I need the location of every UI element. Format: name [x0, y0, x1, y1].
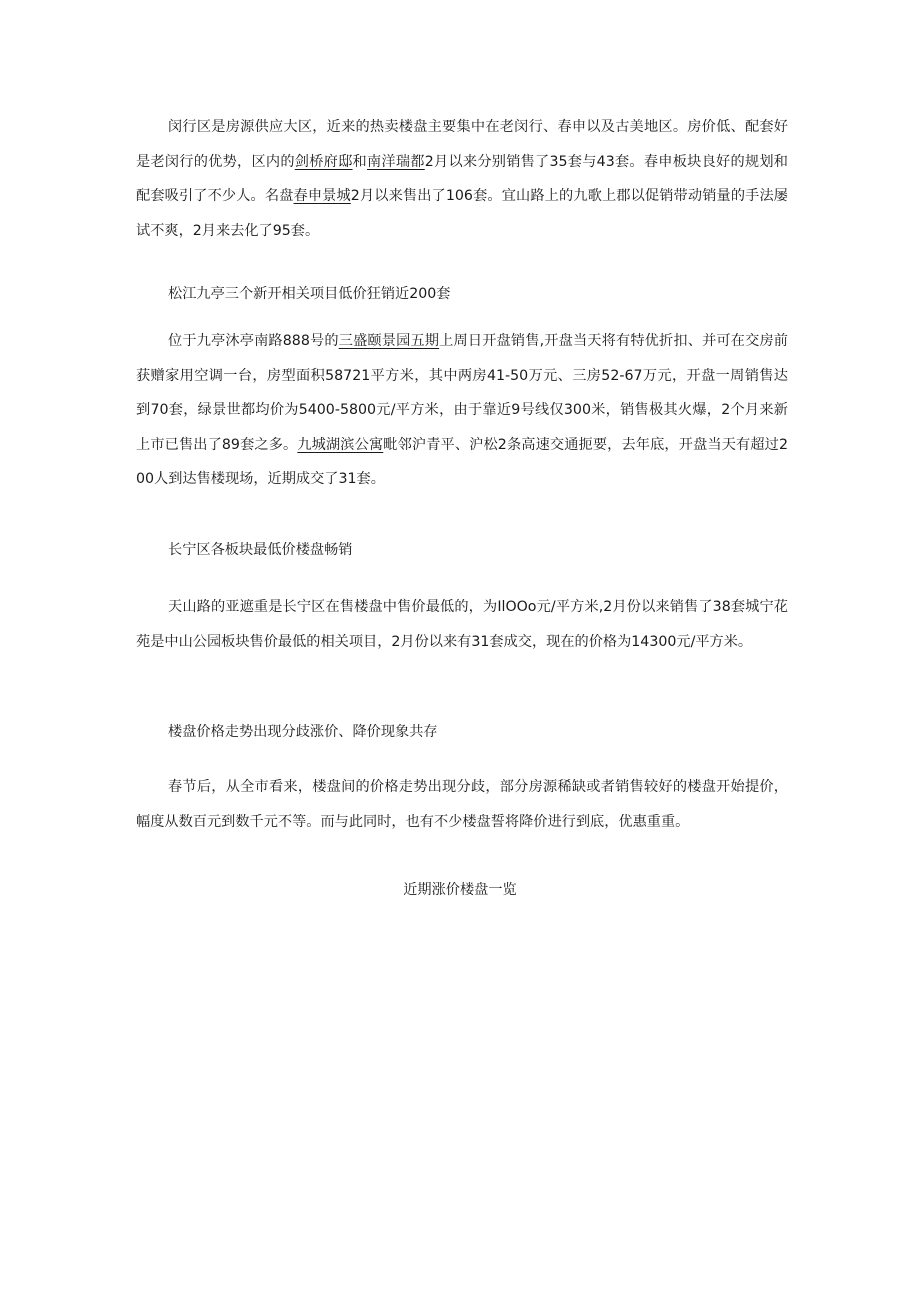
paragraph-price-trend: 春节后，从全市看来，楼盘间的价格走势出现分歧，部分房源稀缺或者销售较好的楼盘开始提价，幅度从数百元到数千元不等。而与此同时，也有不少楼盘誓将降价进行到底，优惠重重。	[136, 779, 788, 830]
heading-songjiang: 松江九亭三个新开相关项目低价狂销近200套	[168, 286, 451, 302]
heading-price-trend: 楼盘价格走势出现分歧涨价、降价现象共存	[168, 724, 438, 740]
text-segment: 2月以来售出了106套。宜山路上的九歌上郡以促销带动销量的手法屡试不爽，2月来去化了95套。	[136, 188, 788, 239]
link-jiucheng-hubin[interactable]: 九城湖滨公寓	[297, 436, 384, 453]
text-segment: 上周日开盘销售,开盘当天将有特优折扣、并可在交房前获赠家用空调一台，房型面积58721平方米，其中两房41-50万元、三房52-67万元，开盘一周销售达到70套，绿景世都均价为5400-5800元/平方米，由于靠近9号线仅300米，销售极其火爆，2个月来新上市已售出了89套之多。	[136, 333, 788, 453]
table-title: 近期涨价楼盘一览	[403, 882, 517, 898]
link-sansheng-yijingyuan[interactable]: 三盛颐景园五期	[338, 333, 440, 349]
link-jianqiao-fudi[interactable]: 剑桥府邸	[294, 153, 353, 170]
link-nanyang-ruidu[interactable]: 南洋瑞都	[366, 153, 425, 170]
text-segment: 毗邻沪青平、沪松2条高速交通扼要，去年底，开盘当天有超过200人到达售楼现场，近期成交了31套。	[136, 436, 788, 487]
text-segment: 2月以来分别销售了35套与43套。春申板块良好的规划和配套吸引了不少人。名盘	[136, 153, 788, 204]
text-segment: 位于九亭沐亭南路888号的	[168, 333, 339, 349]
link-chunshen-jingcheng[interactable]: 春申景城	[293, 188, 351, 204]
text-segment: 和	[352, 153, 367, 170]
text-segment: 闵行区是房源供应大区，近来的热卖楼盘主要集中在老闵行、春申以及古美地区。房价低、配套好是老闵行的优势，区内的	[136, 119, 788, 170]
paragraph-minhang	[136, 110, 788, 248]
paragraph-songjiang	[136, 324, 788, 497]
heading-changning: 长宁区各板块最低价楼盘畅销	[168, 542, 353, 558]
paragraph-changning: 天山路的亚遮重是长宁区在售楼盘中售价最低的，为IlOOo元/平方米,2月份以来销售了38套城宁花苑是中山公园板块售价最低的相关项目，2月份以来有31套成交，现在的价格为14300元/平方米。	[136, 599, 788, 650]
